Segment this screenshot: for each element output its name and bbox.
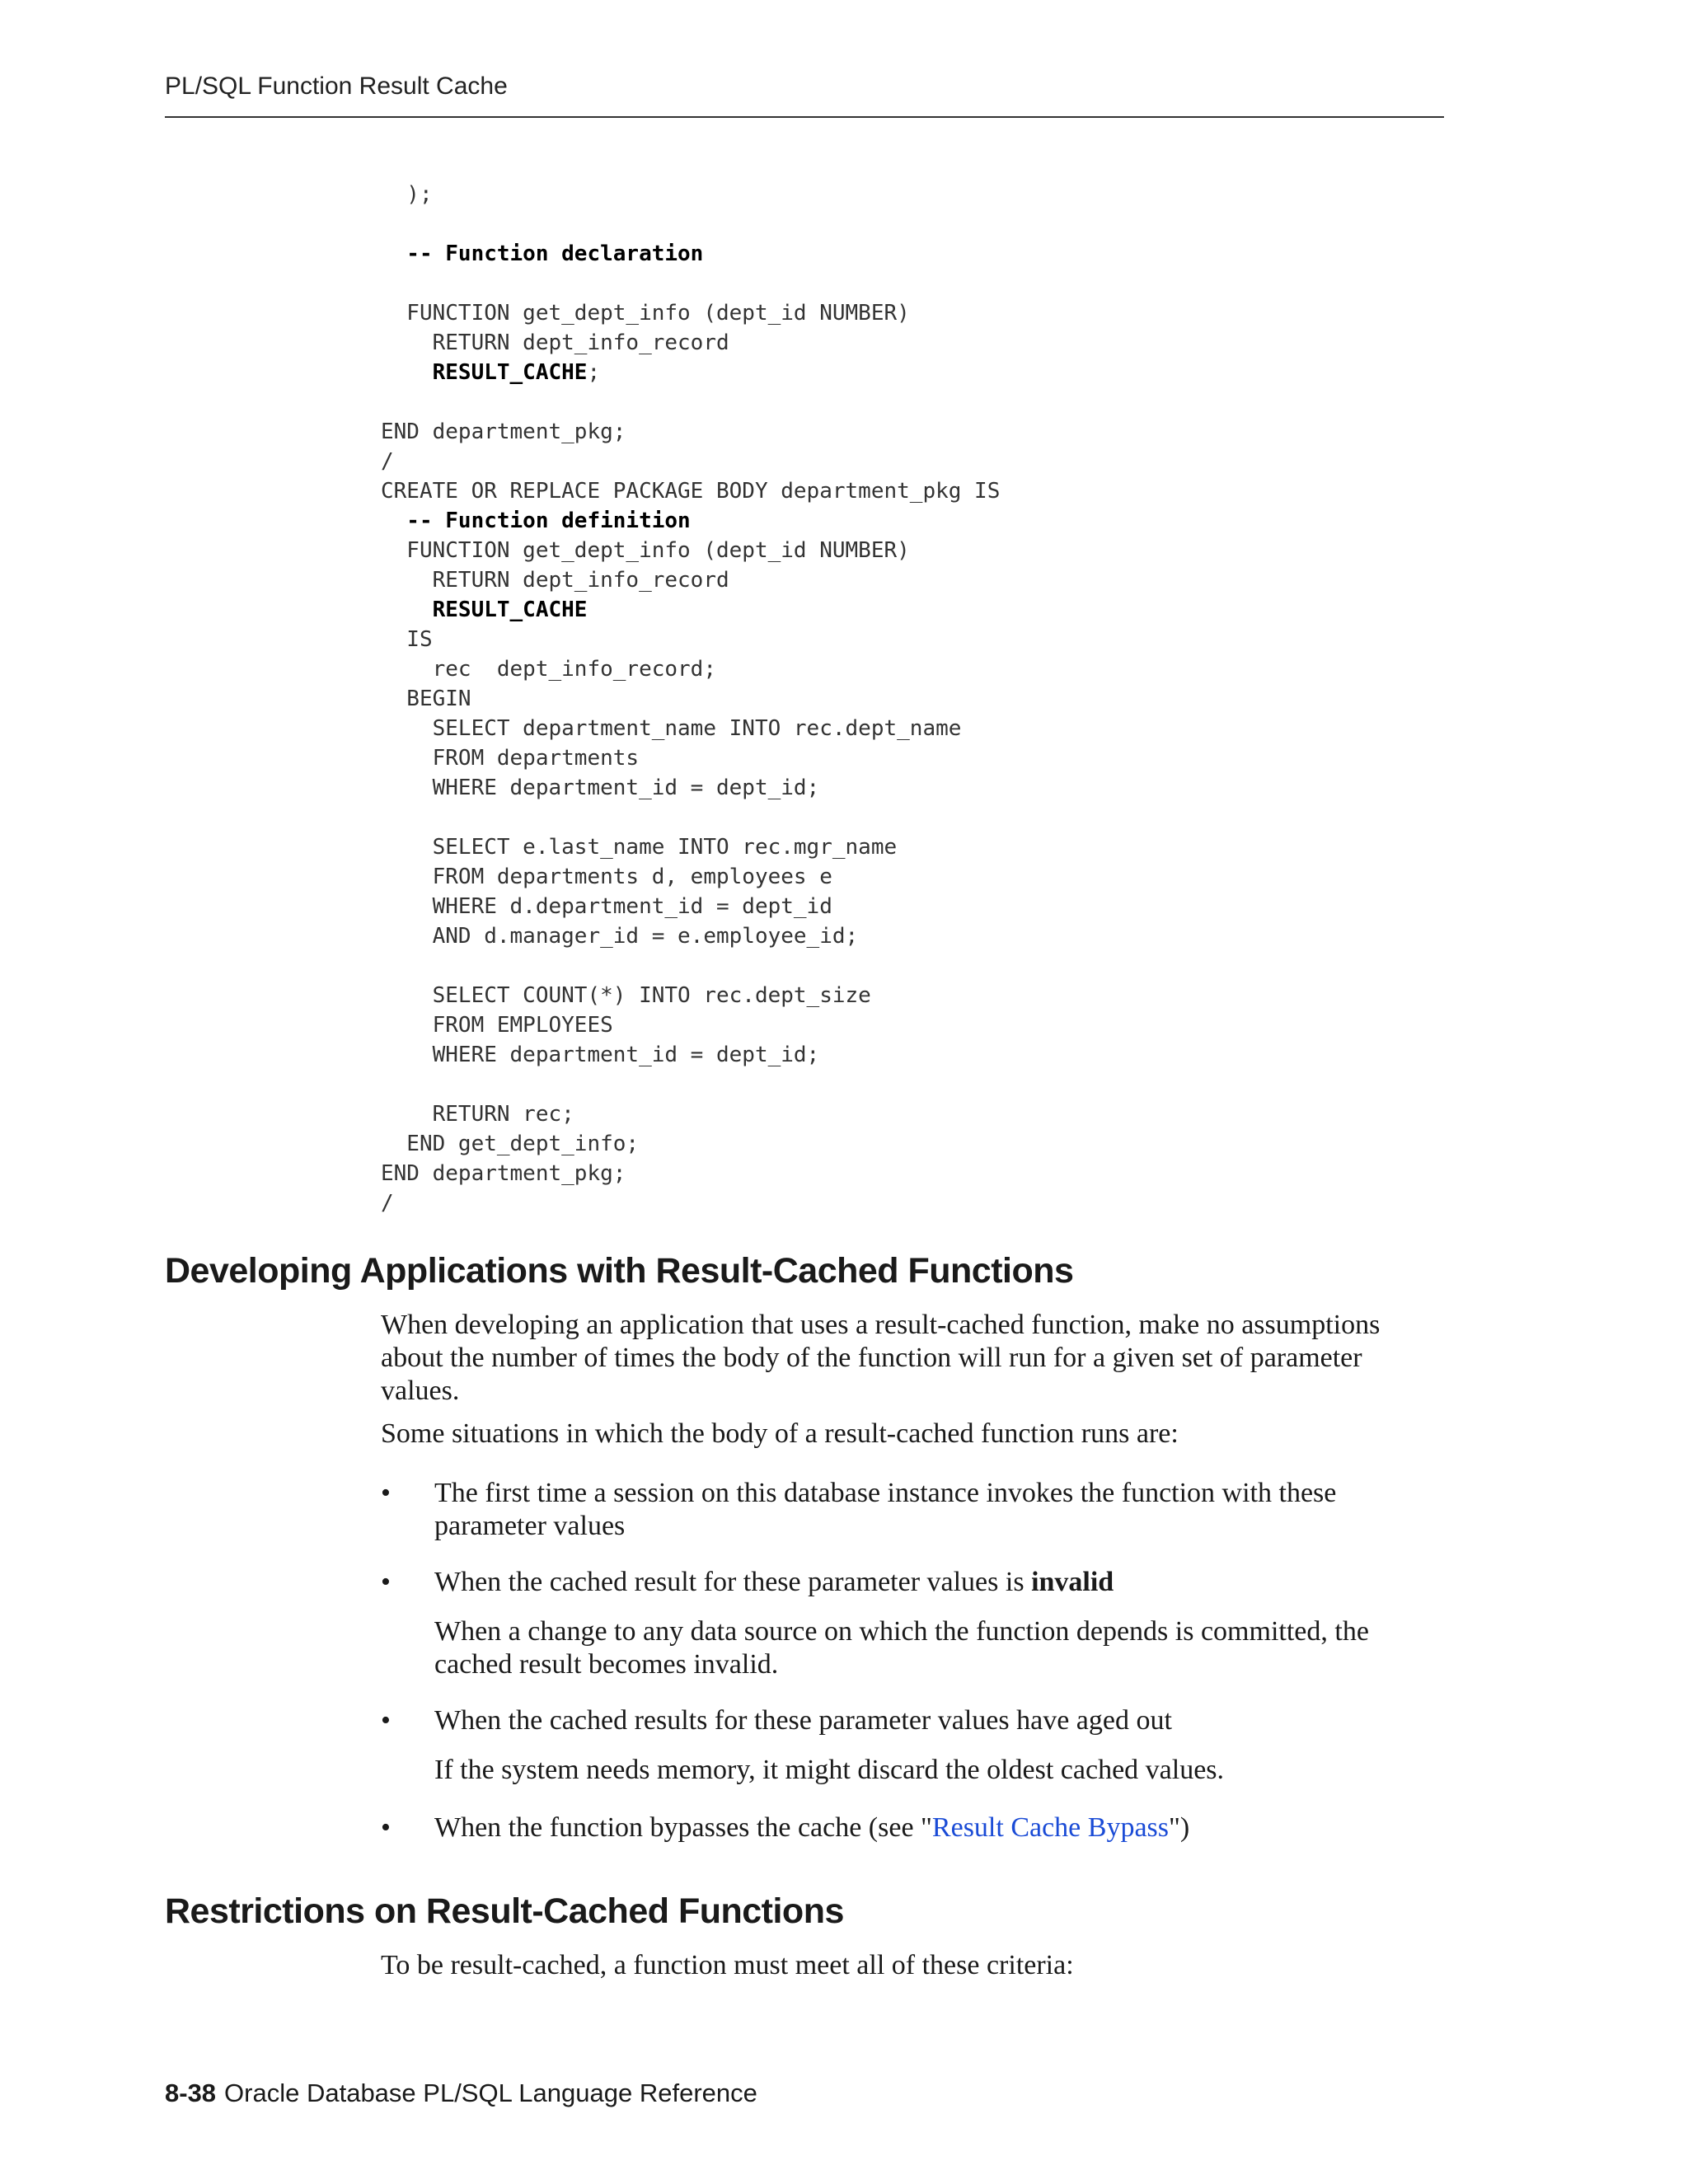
code-comment-line: -- Function declaration (381, 241, 704, 266)
code-line: WHERE d.department_id = dept_id (381, 894, 832, 919)
code-line: RETURN dept_info_record (381, 568, 729, 593)
result-cache-bypass-link[interactable]: Result Cache Bypass (931, 1812, 1169, 1843)
code-keyword: RESULT_CACHE (381, 360, 588, 385)
code-line: ); (381, 182, 433, 207)
emphasis-invalid: invalid (1031, 1567, 1114, 1597)
bullet-marker: • (381, 1705, 391, 1736)
code-line: SELECT department_name INTO rec.dept_name (381, 716, 962, 741)
bullet-marker: • (381, 1567, 391, 1597)
code-line (381, 269, 1000, 298)
section-heading-restrictions: Restrictions on Result-Cached Functions (165, 1891, 844, 1931)
bullet-marker: • (381, 1812, 391, 1843)
code-line: BEGIN (381, 687, 471, 711)
book-title: Oracle Database PL/SQL Language Reference (224, 2079, 757, 2107)
list-item-text: ") (1169, 1812, 1190, 1843)
code-line: CREATE OR REPLACE PACKAGE BODY department_pkg IS (381, 479, 1001, 504)
code-line: FUNCTION get_dept_info (dept_id NUMBER) (381, 538, 910, 563)
code-line: IS (381, 627, 433, 652)
code-line: FUNCTION get_dept_info (dept_id NUMBER) (381, 301, 910, 326)
code-line: END get_dept_info; (381, 1132, 640, 1156)
code-line (381, 209, 1000, 239)
code-line: WHERE department_id = dept_id; (381, 776, 820, 800)
bullet-marker: • (381, 1478, 391, 1508)
code-line: / (381, 1191, 394, 1216)
page-number: 8-38 (165, 2079, 217, 2107)
code-line: FROM departments d, employees e (381, 865, 832, 889)
code-line: RETURN dept_info_record (381, 330, 729, 355)
code-line (381, 803, 1000, 832)
list-item-invalid-result (434, 1566, 1444, 1599)
code-line: END department_pkg; (381, 419, 626, 444)
paragraph-criteria-intro: To be result-cached, a function must meet all of these criteria: (381, 1950, 1074, 1980)
code-keyword-line: RESULT_CACHE (381, 598, 588, 622)
code-line: FROM EMPLOYEES (381, 1013, 613, 1038)
code-line: SELECT COUNT(*) INTO rec.dept_size (381, 983, 871, 1008)
running-header: PL/SQL Function Result Cache (165, 73, 508, 100)
list-item-first-invocation: The first time a session on this database instance invokes the function with these parameter values (434, 1478, 1337, 1541)
list-item-bypass (434, 1811, 1444, 1844)
code-line: RETURN rec; (381, 1102, 574, 1127)
list-item-aged-out: When the cached results for these parameter values have aged out (434, 1705, 1172, 1736)
code-line: AND d.manager_id = e.employee_id; (381, 924, 859, 949)
code-keyword-line (381, 358, 1000, 387)
list-item-detail-aged-out: If the system needs memory, it might discard the oldest cached values. (434, 1755, 1225, 1785)
list-item-detail-invalid: When a change to any data source on which the function depends is committed, the cached result becomes invalid. (434, 1616, 1369, 1680)
code-comment-line: -- Function definition (381, 509, 691, 533)
code-line: END department_pkg; (381, 1161, 626, 1186)
code-line: WHERE department_id = dept_id; (381, 1043, 820, 1067)
code-line (381, 951, 1000, 981)
header-divider (165, 116, 1444, 118)
code-line (381, 387, 1000, 417)
page-footer (165, 2079, 757, 2108)
list-item-text: When the function bypasses the cache (see " (434, 1812, 932, 1843)
code-line: FROM departments (381, 746, 640, 771)
paragraph-assumptions: When developing an application that uses a result-cached function, make no assumptions about the number of times the body of the function will run for a given set of parameter values. (381, 1310, 1381, 1406)
code-line: SELECT e.last_name INTO rec.mgr_name (381, 835, 898, 860)
paragraph-situations-intro: Some situations in which the body of a result-cached function runs are: (381, 1418, 1179, 1449)
section-heading-developing: Developing Applications with Result-Cached Functions (165, 1251, 1074, 1291)
code-line: rec dept_info_record; (381, 657, 716, 682)
code-punctuation: ; (587, 360, 601, 385)
code-line (381, 1070, 1000, 1099)
list-item-text: When the cached result for these parameter values is (434, 1567, 1032, 1597)
code-block (381, 180, 1000, 1218)
code-line: / (381, 449, 394, 474)
